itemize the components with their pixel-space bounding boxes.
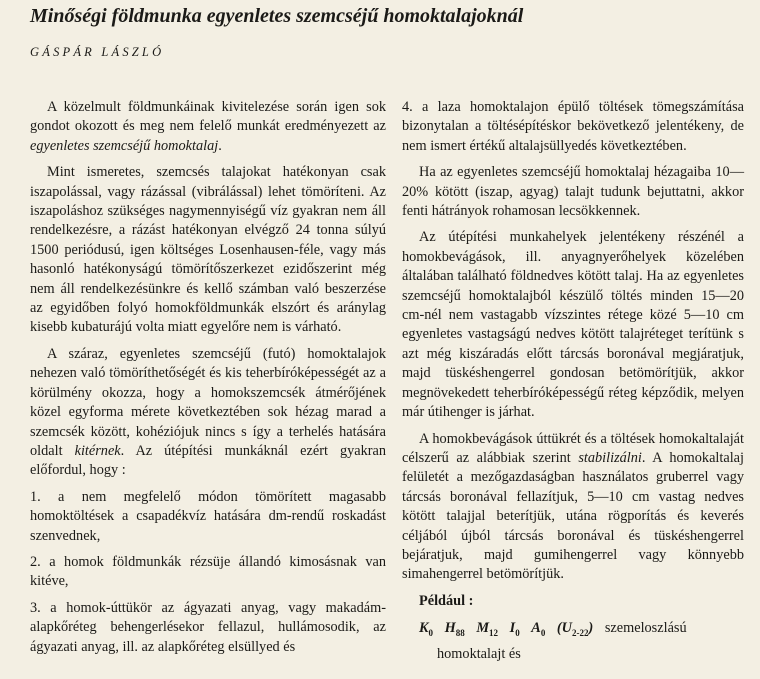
list-item: 4. a laza homoktalajon épülő töltések tömegszámítása bizonytalan a töltésépítéskor bekövetkező jelentékeny, de nem ismert értékű altalajsüllyedés következtében.: [402, 99, 744, 154]
paragraph: A száraz, egyenletes szemcséjű (futó) homoktalajok nehezen való tömöríthetőségét és kis teherbíróképességét az a körülmény okozza, hogy a homokszemcsék átmérőjének közel egyforma mérete következtében sok hézag marad a szemcsék között, kohéziójuk nincs s így a terhelés hatására oldalt kitérnek. Az útépítési munkáknál ezért gyakran előfordul, hogy :: [30, 345, 386, 479]
article-title: Minőségi földmunka egyenletes szemcséjű homoktalajoknál: [30, 5, 524, 27]
formula-tail: homoktalajt és: [437, 646, 521, 663]
list-item: 2. a homok földmunkák rézsüje állandó kimosásnak van kitéve,: [30, 553, 386, 590]
paragraph: Mint ismeretes, szemcsés talajokat hatékonyan csak iszapolással, vagy rázással (vibrálással) lehet tömöríteni. Az iszapoláshoz szükséges nagymennyiségű víz gyakran nem áll rendelkezésre, a rázást hatékonyan elvégző 24 tonna súlyú 1500 periódusú, igen költséges Losenhausen-féle, vagy más hasonló hatékonyságú tömörítőszerkezet ezidőszerint még nem áll rendelkezésünkre és kellő számban való beszerzése az egyidőben folyó homokföldmunkák elszórt és aránylag kisebb kubaturájú volta miatt egyelőre nem is várható.: [30, 164, 386, 336]
formula-text: szemeloszlású: [604, 620, 687, 637]
left-column: [30, 98, 386, 664]
author-name: GÁSPÁR LÁSZLÓ: [30, 45, 165, 59]
example-label: Például :: [419, 592, 474, 609]
list-item: 3. a homok-úttükör az ágyazati anyag, vagy makadám-alapkőréteg behengerlésekor fellazul, hullámosodik, az ágyazati anyag, ill. az alapkőréteg elsüllyed és: [30, 599, 386, 655]
paragraph: A homokbevágások úttükrét és a töltések homokaltalaját célszerű az alábbiak szerint stabilizálni. A homokaltalaj felületét a mezőgazdaságban használatos gruberrel vagy tárcsás boronával fellazítjuk, 5—10 cm vastag nedves kötött talajjal beterítjük, utána rögporítás és keverés céljából újból tárcsás boronával és tüskéshengerrel bejáratjuk, majd gumihengerrel vagy könnyebb simahengerrel betömörítjük.: [402, 430, 745, 583]
list-item: 1. a nem megfelelő módon tömörített magasabb homoktöltések a csapadékvíz hatására dm-rendű roskadást szenvednek,: [30, 488, 386, 544]
paragraph: Ha az egyenletes szemcséjű homoktalaj hézagaiba 10—20% kötött (iszap, agyag) talajt tudunk bejuttatni, akkor fenti hátrányok rohamosan lecsökkennek.: [402, 164, 744, 220]
grain-formula: $K_0$ $H_{88}$ $M_{12}$ $I_0$ $A_0$ $(U_{2-22})$ szemeloszlású homoktalajt és: [402, 618, 744, 665]
paragraph: A közelmult földmunkáinak kivitelezése során igen sok gondot okozott és meg nem felelő munkát eredményezett az egyenletes szemcséjű homoktalaj.: [30, 99, 386, 154]
paragraph: Az útépítési munkahelyek jelentékeny részénél a homokbevágások, ill. anyagnyerőhelyek közelében általában található földnedves kötött talaj. Ha az egyenletes szemcséjű homoktalajból készülő töltés minden 15—20 cm-nél nem vastagabb vízszintes rétege közé 5—10 cm egyenletes vastagságú nedves kötött talajréteget terítünk s azt még kiszáradás előtt tárcsás boronával megjáratjuk, majd tüskéshengerrel gondosan betömörítjük, akkor megnövekedett teherbíróképességű réteg képződik, melyen már útihenger is járhat.: [402, 229, 744, 421]
right-column: [402, 98, 744, 672]
